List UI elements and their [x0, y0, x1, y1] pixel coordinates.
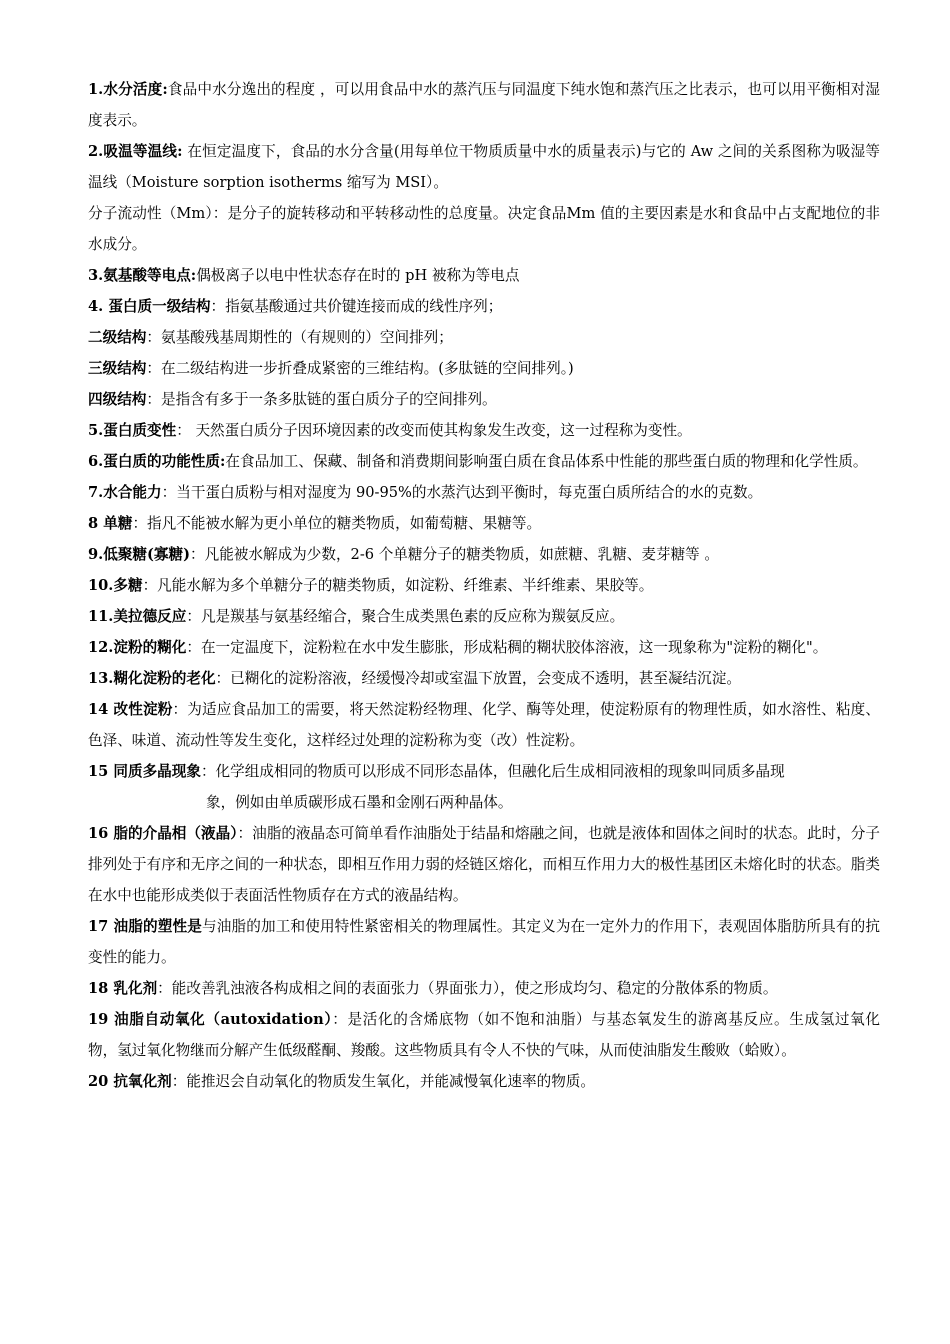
- term-label: 5.蛋白质变性: [88, 422, 177, 439]
- term-label: 7.水合能力: [88, 484, 162, 501]
- definition-text: ：是活化的含烯底物（如不饱和油脂）与基态氧发生的游离基反应。生成氢过氧化物，氢过氧化物继而分解产生低级醛酮、羧酸。这些物质具有令人不快的气味，从而使油脂发生酸败（蛤败）。: [88, 1011, 880, 1059]
- definition-secondary-structure: [88, 322, 880, 353]
- term-label: 20 抗氧化剂: [88, 1073, 172, 1090]
- term-label: 17 油脂的塑性是: [88, 918, 202, 935]
- definition-emulsifier: [88, 973, 880, 1004]
- definition-functional-properties: [88, 446, 880, 477]
- definition-text: ：是指含有多于一条多肽链的蛋白质分子的空间排列。: [146, 391, 497, 408]
- definition-antioxidant: [88, 1066, 880, 1097]
- term-label: 18 乳化剂: [88, 980, 158, 997]
- definition-text: ：在二级结构进一步折叠成紧密的三维结构。(多肽链的空间排列。): [146, 360, 574, 377]
- definition-text: 在恒定温度下，食品的水分含量(用每单位干物质质量中水的质量表示)与它的 Aw 之间的关系图称为吸湿等温线（Moisture sorption isotherms 缩写为 MSI）。: [88, 143, 880, 191]
- definition-monosaccharide: [88, 508, 880, 539]
- definition-continuation: 象，例如由单质碳形成石墨和金刚石两种晶体。: [206, 794, 513, 811]
- term-label: 15 同质多晶现象: [88, 763, 201, 780]
- definition-text: 在食品加工、保藏、制备和消费期间影响蛋白质在食品体系中性能的那些蛋白质的物理和化学性质。: [225, 453, 868, 470]
- definition-maillard-reaction: [88, 601, 880, 632]
- definition-text: ：指凡不能被水解为更小单位的糖类物质，如葡萄糖、果糖等。: [132, 515, 542, 532]
- term-label: 6.蛋白质的功能性质:: [88, 453, 226, 470]
- definition-text: 食品中水分逸出的程度 ，可以用食品中水的蒸汽压与同温度下纯水饱和蒸汽压之比表示，也可以用平衡相对湿度表示。: [88, 81, 880, 129]
- document-page: [88, 74, 880, 1097]
- definition-text: ：为适应食品加工的需要，将天然淀粉经物理、化学、酶等处理，使淀粉原有的物理性质，如水溶性、粘度、色泽、味道、流动性等发生变化，这样经过处理的淀粉称为变（改）性淀粉。: [88, 701, 880, 749]
- definition-polymorphism: [88, 756, 880, 818]
- definition-text: ：当干蛋白质粉与相对湿度为 90-95%的水蒸汽达到平衡时，每克蛋白质所结合的水的克数。: [161, 484, 763, 501]
- definition-text: ：凡能水解为多个单糖分子的糖类物质，如淀粉、纤维素、半纤维素、果胶等。: [142, 577, 654, 594]
- definition-primary-structure: [88, 291, 880, 322]
- definition-autoxidation: [88, 1004, 880, 1066]
- definition-oligosaccharide: [88, 539, 880, 570]
- term-label: 13.糊化淀粉的老化: [88, 670, 216, 687]
- term-label: 3.氨基酸等电点:: [88, 267, 197, 284]
- definition-gelatinization: [88, 632, 880, 663]
- term-label: 二级结构: [88, 329, 147, 346]
- term-label: 1.水分活度:: [88, 81, 168, 98]
- term-label: 9.低聚糖(寡糖): [88, 546, 191, 563]
- term-label: 三级结构: [88, 360, 147, 377]
- definition-text: ：能推迟会自动氧化的物质发生氧化，并能减慢氧化速率的物质。: [171, 1073, 595, 1090]
- definition-sorption-isotherm: [88, 136, 880, 198]
- term-label: 19 油脂自动氧化（autoxidation）: [88, 1011, 333, 1028]
- definition-quaternary-structure: [88, 384, 880, 415]
- term-label: 11.美拉德反应: [88, 608, 187, 625]
- term-label: 10.多糖: [88, 577, 143, 594]
- definition-text: ：在一定温度下，淀粉粒在水中发生膨胀，形成粘稠的糊状胶体溶液，这一现象称为"淀粉的糊化"。: [186, 639, 828, 656]
- definition-liquid-crystal: [88, 818, 880, 911]
- definition-modified-starch: [88, 694, 880, 756]
- term-label: 16 脂的介晶相（液晶）: [88, 825, 238, 842]
- definition-text: ：指氨基酸通过共价键连接而成的线性序列；: [210, 298, 503, 315]
- term-label: 14 改性淀粉: [88, 701, 173, 718]
- definition-text: ：化学组成相同的物质可以形成不同形态晶体，但融化后生成相同液相的现象叫同质多晶现: [200, 763, 785, 780]
- definition-retrogradation: [88, 663, 880, 694]
- definition-tertiary-structure: [88, 353, 880, 384]
- definition-text: 与油脂的加工和使用特性紧密相关的物理属性。其定义为在一定外力的作用下，表观固体脂肪所具有的抗变性的能力。: [88, 918, 880, 966]
- definition-text: 分子流动性（Mm）：是分子的旋转移动和平转移动性的总度量。决定食品Mm 值的主要因素是水和食品中占支配地位的非水成分。: [88, 205, 880, 253]
- definition-text: 偶极离子以电中性状态存在时的 pH 被称为等电点: [196, 267, 520, 284]
- definition-plasticity: [88, 911, 880, 973]
- definition-text: ：凡是羰基与氨基经缩合，聚合生成类黑色素的反应称为羰氨反应。: [186, 608, 625, 625]
- definition-text: ：氨基酸残基周期性的（有规则的）空间排列；: [146, 329, 453, 346]
- definition-text: ：凡能被水解成为少数，2-6 个单糖分子的糖类物质，如蔗糖、乳糖、麦芽糖等 。: [190, 546, 719, 563]
- definition-water-activity: [88, 74, 880, 136]
- definition-text: ：已糊化的淀粉溶液，经缓慢冷却或室温下放置，会变成不透明，甚至凝结沉淀。: [215, 670, 741, 687]
- definition-text: ：能改善乳浊液各构成相之间的表面张力（界面张力），使之形成均匀、稳定的分散体系的物质。: [157, 980, 778, 997]
- definition-text: ： 天然蛋白质分子因环境因素的改变而使其构象发生改变，这一过程称为变性。: [176, 422, 692, 439]
- definition-hydration-capacity: [88, 477, 880, 508]
- definition-text: ：油脂的液晶态可简单看作油脂处于结晶和熔融之间，也就是液体和固体之间时的状态。此时，分子排列处于有序和无序之间的一种状态，即相互作用力弱的烃链区熔化，而相互作用力大的极性基团区未熔化时的状态。脂类在水中也能形成类似于表面活性物质存在方式的液晶结构。: [88, 825, 880, 904]
- term-label: 4. 蛋白质一级结构: [88, 298, 211, 315]
- definition-isoelectric-point: [88, 260, 880, 291]
- term-label: 8 单糖: [88, 515, 133, 532]
- term-label: 2.吸温等温线:: [88, 143, 183, 160]
- definition-denaturation: [88, 415, 880, 446]
- definition-molecular-mobility: [88, 198, 880, 260]
- term-label: 12.淀粉的糊化: [88, 639, 187, 656]
- term-label: 四级结构: [88, 391, 147, 408]
- definition-polysaccharide: [88, 570, 880, 601]
